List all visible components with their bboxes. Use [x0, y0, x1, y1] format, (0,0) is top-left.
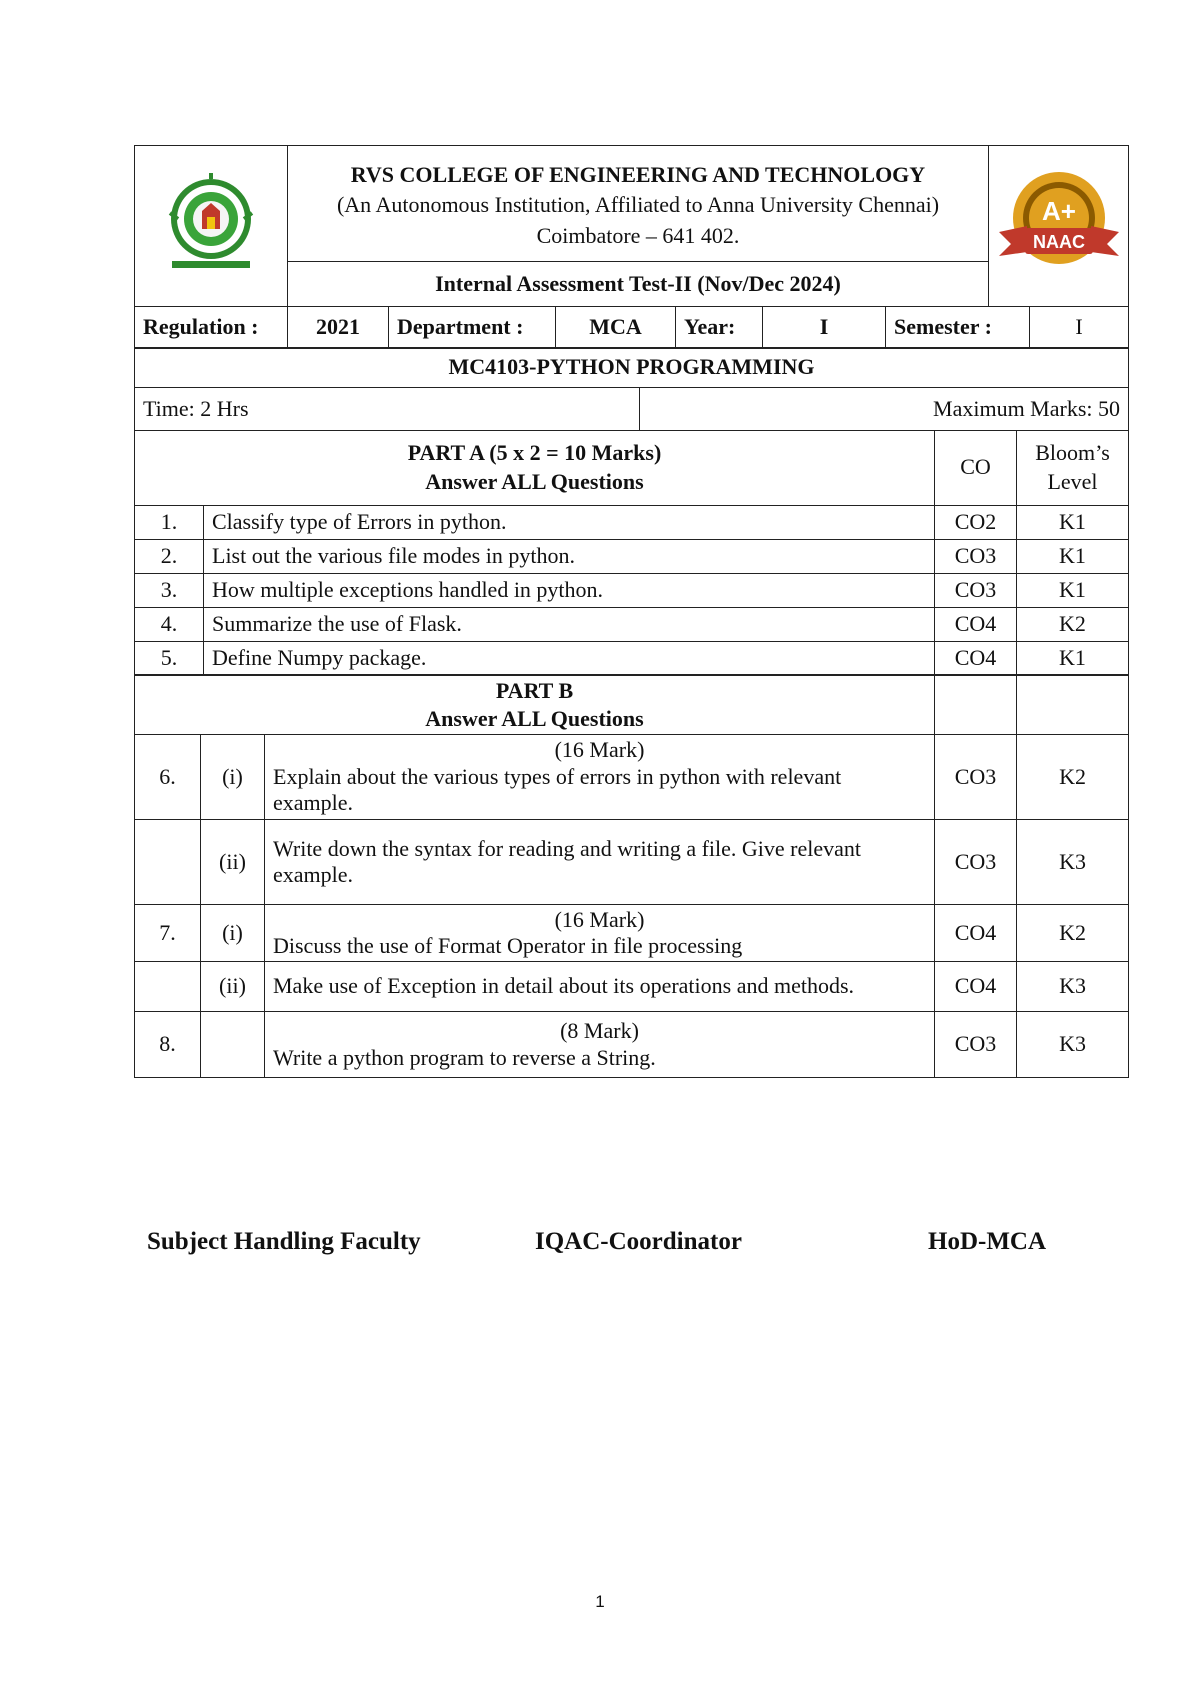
bloom-header-line1: Bloom’s — [1035, 439, 1110, 465]
part-a-row — [135, 641, 1129, 675]
department-label: Department : — [389, 306, 556, 348]
naac-label: NAAC — [1032, 231, 1085, 252]
question-co: CO4 — [935, 962, 1017, 1012]
maximum-marks: Maximum Marks: 50 — [640, 388, 1129, 431]
question-number: 7. — [135, 905, 201, 962]
part-b-questions — [135, 735, 1129, 1078]
part-b-level-empty — [1017, 675, 1129, 735]
question-co: CO4 — [935, 607, 1017, 641]
part-b-heading: PART B — [495, 678, 574, 703]
regulation-label: Regulation : — [135, 306, 288, 348]
question-subpart: (i) — [201, 905, 265, 962]
part-a-questions — [135, 505, 1129, 675]
college-logo — [135, 146, 288, 307]
question-level: K2 — [1017, 735, 1129, 820]
part-b-co-empty — [935, 675, 1017, 735]
question-level: K1 — [1017, 641, 1129, 675]
college-affiliation: (An Autonomous Institution, Affiliated to Anna University Chennai) — [336, 192, 940, 218]
college-location: Coimbatore – 641 402. — [536, 222, 740, 248]
part-b-row — [135, 1012, 1129, 1078]
question-number: 3. — [135, 573, 204, 607]
question-co: CO4 — [935, 641, 1017, 675]
question-text: Define Numpy package. — [204, 641, 935, 675]
part-b-row — [135, 905, 1129, 962]
question-cell — [265, 1012, 935, 1078]
question-marks: (16 Mark) — [554, 906, 645, 932]
question-level: K1 — [1017, 539, 1129, 573]
part-b-row — [135, 962, 1129, 1012]
naac-badge-icon — [997, 168, 1121, 278]
question-co: CO3 — [935, 735, 1017, 820]
question-co: CO3 — [935, 539, 1017, 573]
question-level: K3 — [1017, 962, 1129, 1012]
part-b-table — [134, 674, 1129, 1078]
question-subpart: (i) — [201, 735, 265, 820]
question-text: Classify type of Errors in python. — [204, 505, 935, 539]
question-cell — [265, 735, 935, 820]
signature-hod: HoD-MCA — [928, 1228, 1047, 1255]
part-b-instruction: Answer ALL Questions — [425, 705, 644, 731]
question-text: How multiple exceptions handled in python. — [204, 573, 935, 607]
question-number — [135, 962, 201, 1012]
part-a-row — [135, 573, 1129, 607]
question-level: K3 — [1017, 1012, 1129, 1078]
semester-value: I — [1030, 306, 1129, 348]
college-logo-icon — [152, 173, 270, 273]
part-a-row — [135, 539, 1129, 573]
question-co: CO3 — [935, 1012, 1017, 1078]
part-a-heading: PART A (5 x 2 = 10 Marks) — [407, 439, 662, 465]
question-marks: (16 Mark) — [554, 737, 645, 763]
part-a-header — [135, 430, 935, 505]
question-number: 1. — [135, 505, 204, 539]
question-level: K3 — [1017, 820, 1129, 905]
question-number — [135, 820, 201, 905]
question-text: Discuss the use of Format Operator in file processing — [273, 933, 743, 958]
signature-faculty: Subject Handling Faculty — [147, 1228, 421, 1255]
part-b-row — [135, 735, 1129, 820]
question-marks: (8 Mark) — [560, 1018, 639, 1044]
question-subpart: (ii) — [201, 820, 265, 905]
question-text: Make use of Exception in detail about its operations and methods. — [273, 973, 855, 999]
question-text: Explain about the various types of errors in python with relevant example. — [273, 763, 842, 816]
question-cell — [265, 962, 935, 1012]
question-co: CO2 — [935, 505, 1017, 539]
question-level: K2 — [1017, 905, 1129, 962]
test-title: Internal Assessment Test-II (Nov/Dec 2024) — [288, 262, 989, 307]
co-header: CO — [935, 430, 1017, 505]
part-a-instruction: Answer ALL Questions — [425, 468, 644, 494]
part-b-row — [135, 820, 1129, 905]
question-paper — [134, 145, 1128, 1078]
bloom-header-line2: Level — [1047, 468, 1098, 494]
regulation-value: 2021 — [288, 306, 389, 348]
part-a-table — [134, 430, 1129, 676]
page-number: 1 — [595, 1592, 605, 1611]
question-number: 5. — [135, 641, 204, 675]
question-number: 4. — [135, 607, 204, 641]
part-b-header — [135, 675, 935, 735]
question-text: Write down the syntax for reading and writing a file. Give relevant example. — [273, 835, 862, 887]
exam-time: Time: 2 Hrs — [135, 388, 640, 431]
department-value: MCA — [556, 306, 676, 348]
question-level: K2 — [1017, 607, 1129, 641]
question-number: 6. — [135, 735, 201, 820]
year-value: I — [763, 306, 886, 348]
college-info — [288, 146, 989, 262]
question-level: K1 — [1017, 505, 1129, 539]
college-name: RVS COLLEGE OF ENGINEERING AND TECHNOLOGY — [350, 161, 926, 187]
part-a-row — [135, 505, 1129, 539]
info-table — [134, 306, 1129, 349]
question-text: List out the various file modes in python. — [204, 539, 935, 573]
semester-label: Semester : — [886, 306, 1030, 348]
naac-grade: A+ — [1041, 195, 1076, 226]
question-text: Write a python program to reverse a String. — [273, 1044, 656, 1070]
question-co: CO4 — [935, 905, 1017, 962]
year-label: Year: — [676, 306, 763, 348]
bloom-header — [1017, 430, 1129, 505]
part-a-row — [135, 607, 1129, 641]
question-co: CO3 — [935, 820, 1017, 905]
course-table — [134, 347, 1129, 431]
course-title: MC4103-PYTHON PROGRAMMING — [135, 348, 1129, 388]
question-text: Summarize the use of Flask. — [204, 607, 935, 641]
question-number: 2. — [135, 539, 204, 573]
question-level: K1 — [1017, 573, 1129, 607]
question-subpart — [201, 1012, 265, 1078]
question-cell — [265, 905, 935, 962]
question-subpart: (ii) — [201, 962, 265, 1012]
question-co: CO3 — [935, 573, 1017, 607]
signature-iqac: IQAC-Coordinator — [535, 1228, 742, 1255]
naac-logo — [989, 146, 1129, 307]
question-cell — [265, 820, 935, 905]
question-number: 8. — [135, 1012, 201, 1078]
header-table — [134, 145, 1129, 307]
